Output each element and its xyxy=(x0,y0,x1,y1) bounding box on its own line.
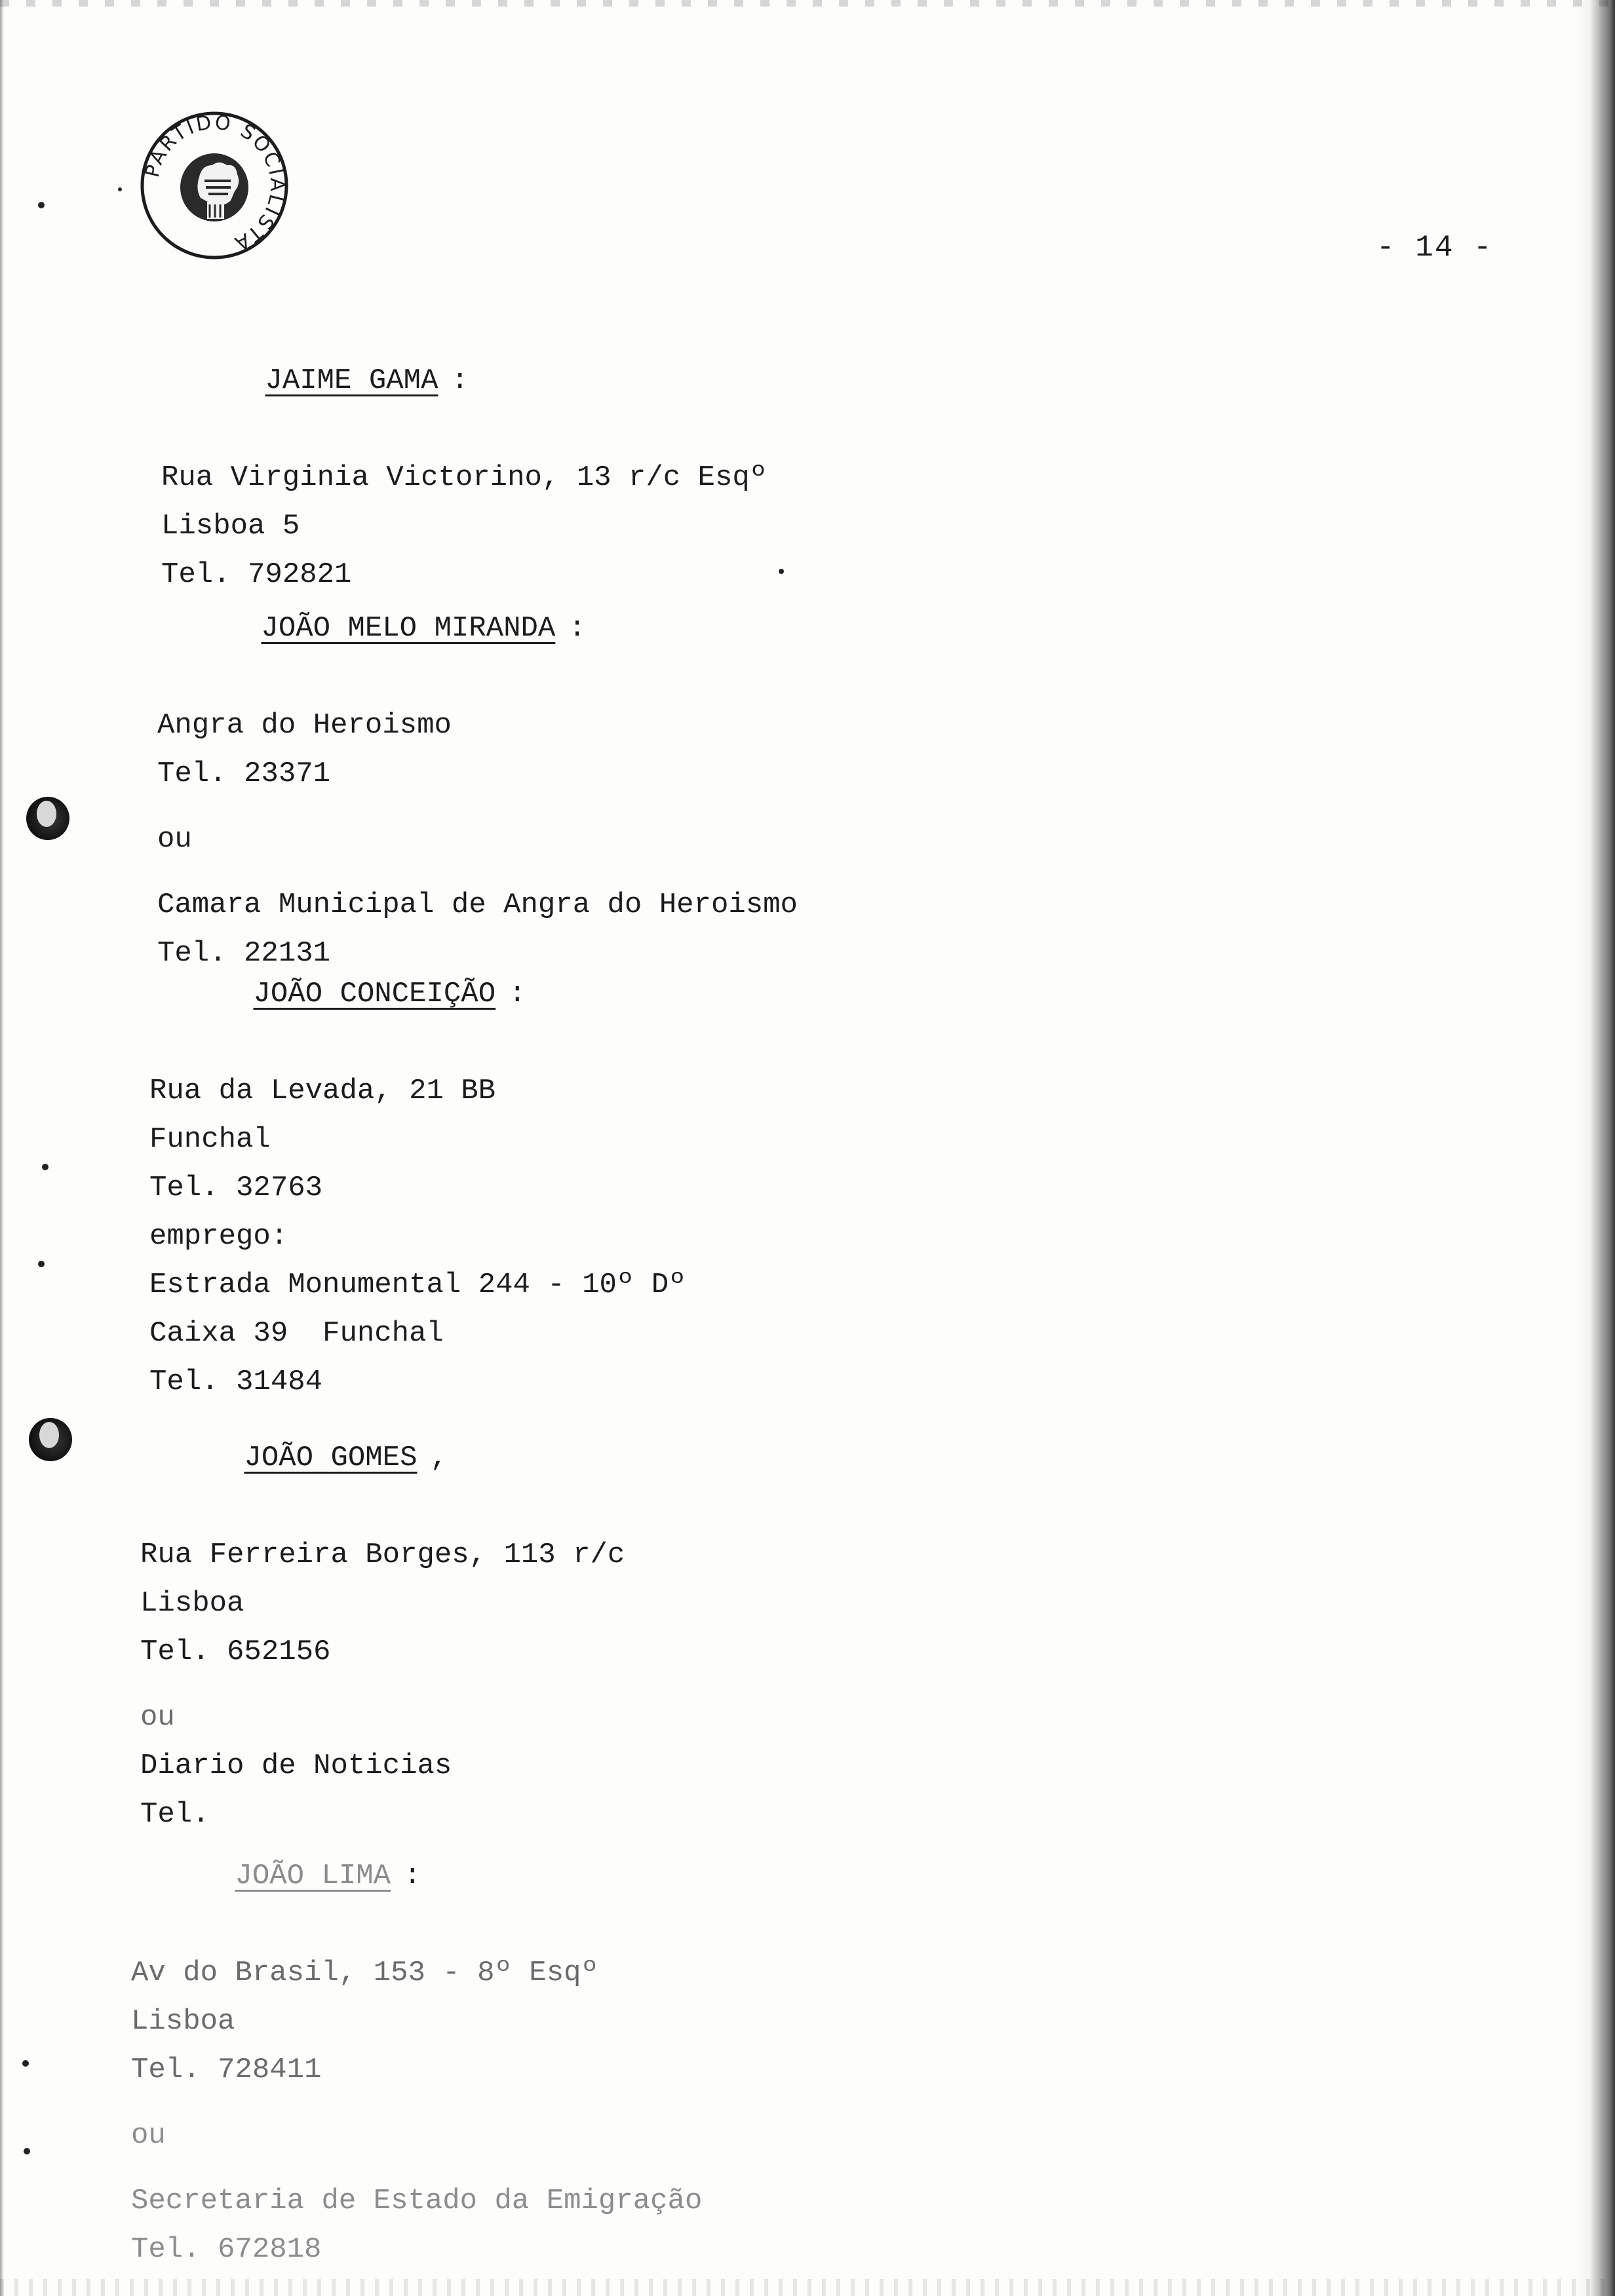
address-line: Camara Municipal de Angra do Heroismo xyxy=(157,889,798,921)
contact-entry-joao-conceicao xyxy=(149,921,686,1406)
contact-name: JOÃO MELO MIRANDA xyxy=(261,612,556,645)
alternate-label: ou xyxy=(157,823,192,856)
phone-line: Tel. 32763 xyxy=(149,1172,323,1204)
name-punctuation: , xyxy=(430,1442,448,1474)
alternate-label: emprego: xyxy=(149,1220,288,1253)
scan-edge-left xyxy=(0,0,4,2296)
page-number: - 14 - xyxy=(1376,231,1493,265)
name-punctuation: : xyxy=(509,978,526,1010)
name-punctuation: : xyxy=(404,1860,421,1892)
phone-line: Tel. 672818 xyxy=(131,2233,322,2266)
address-line: Av do Brasil, 153 - 8º Esqº xyxy=(131,1957,598,1989)
phone-line: Tel. 23371 xyxy=(157,757,331,790)
name-punctuation: : xyxy=(568,612,586,645)
name-punctuation: : xyxy=(451,364,469,397)
address-line: Funchal xyxy=(149,1123,271,1156)
scan-speck xyxy=(24,2148,30,2154)
phone-line: Tel. 22131 xyxy=(157,937,331,970)
punch-hole-upper xyxy=(26,797,69,840)
address-line: Lisboa 5 xyxy=(161,510,300,543)
phone-line: Tel. 792821 xyxy=(161,558,352,591)
contact-name: JOÃO LIMA xyxy=(235,1860,391,1892)
contact-name: JAIME GAMA xyxy=(265,364,438,397)
punch-hole-lower xyxy=(29,1418,72,1461)
contact-entry-joao-gomes xyxy=(140,1385,625,1839)
scan-speck xyxy=(118,187,122,191)
address-line: Diario de Noticias xyxy=(140,1750,452,1782)
address-line: Angra do Heroismo xyxy=(157,709,452,742)
phone-line: Tel. 652156 xyxy=(140,1636,331,1668)
alternate-label: ou xyxy=(140,1701,175,1734)
address-line: Lisboa xyxy=(140,1587,244,1620)
contact-name: JOÃO GOMES xyxy=(244,1442,418,1474)
address-line: Secretaria de Estado da Emigração xyxy=(131,2185,703,2217)
logo-text: PARTIDO SOCIALISTA xyxy=(140,111,289,256)
contact-entry-joao-lima xyxy=(131,1803,702,2274)
address-line: Rua da Levada, 21 BB xyxy=(149,1075,496,1107)
scan-edge-right xyxy=(1573,0,1615,2296)
address-line: Caixa 39 Funchal xyxy=(149,1317,444,1350)
address-line: Rua Virginia Victorino, 13 r/c Esqº xyxy=(161,461,768,494)
scan-edge-top xyxy=(0,0,1615,7)
alternate-label: ou xyxy=(131,2119,166,2152)
scan-edge-bottom xyxy=(0,2279,1615,2296)
contact-entry-joao-melo-miranda xyxy=(157,556,798,978)
scan-speck xyxy=(38,202,45,208)
address-line: Estrada Monumental 244 - 10º Dº xyxy=(149,1269,686,1301)
phone-line: Tel. 31484 xyxy=(149,1366,323,1398)
scan-speck xyxy=(38,1261,45,1267)
scan-speck xyxy=(22,2060,29,2067)
scan-speck xyxy=(42,1164,49,1170)
phone-line: Tel. xyxy=(140,1798,210,1831)
address-line: Rua Ferreira Borges, 113 r/c xyxy=(140,1539,625,1571)
party-logo xyxy=(139,110,290,261)
raised-fist-icon xyxy=(180,153,248,221)
address-line: Lisboa xyxy=(131,2005,235,2038)
phone-line: Tel. 728411 xyxy=(131,2054,322,2086)
contact-name: JOÃO CONCEIÇÃO xyxy=(253,978,496,1010)
